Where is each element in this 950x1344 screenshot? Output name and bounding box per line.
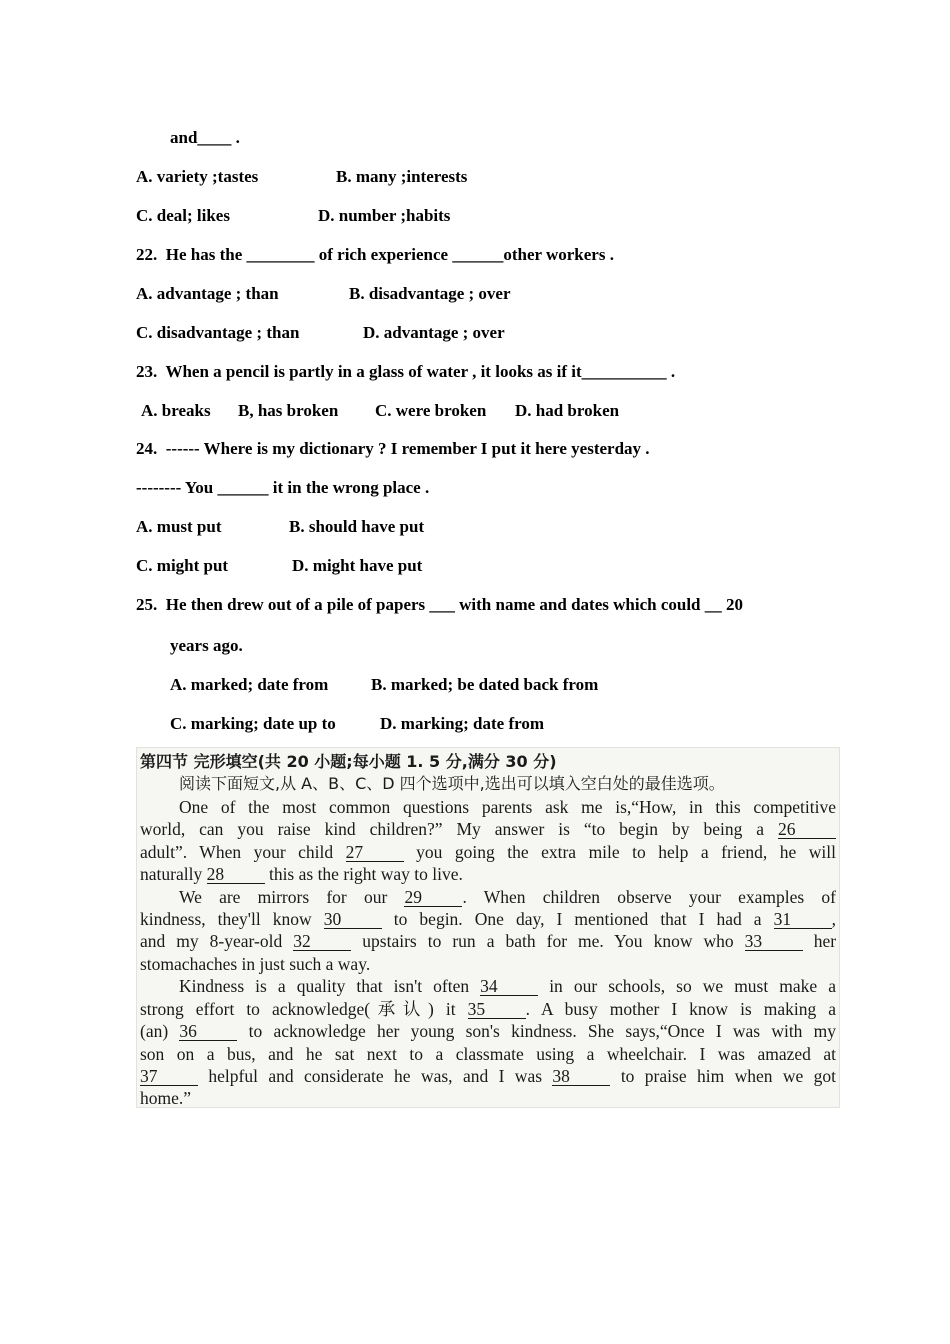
q25-option-a: A. marked; date from	[170, 675, 329, 694]
q24-reply: -------- You ______ it in the wrong place .	[136, 478, 430, 497]
cloze-heading: 第四节 完形填空(共 20 小题;每小题 1. 5 分,满分 30 分)	[140, 752, 557, 771]
cloze-instruction: 阅读下面短文,从 A、B、C、D 四个选项中,选出可以填入空白处的最佳选项。	[179, 774, 725, 793]
q23-option-d: D. had broken	[515, 401, 620, 420]
passage-line: kindness, they'll know 30 to begin. One day, I mentioned that I had a 31 ,	[140, 909, 837, 929]
q21-option-b: B. many ;interests	[336, 167, 468, 186]
q21-stem-tail: and____ .	[170, 128, 240, 147]
passage-line: (an) 36 to acknowledge her young son's kindness. She says,“Once I was with my	[140, 1021, 837, 1041]
q25-stem-continued: years ago.	[170, 636, 243, 655]
blank-29: 29	[404, 888, 462, 907]
q21-option-d: D. number ;habits	[318, 206, 451, 225]
q25-stem: 25. He then drew out of a pile of papers ___ with name and dates which could __ 20	[136, 595, 743, 614]
q24-option-c: C. might put	[136, 556, 229, 575]
passage-line: naturally 28 this as the right way to live.	[140, 864, 463, 884]
cloze-passage-scan	[136, 747, 840, 1108]
q21-option-a: A. variety ;tastes	[136, 167, 259, 186]
blank-33: 33	[745, 932, 803, 951]
passage-line: and my 8-year-old 32 upstairs to run a bath for me. You know who 33 her	[140, 931, 837, 951]
q22-option-d: D. advantage ; over	[363, 323, 505, 342]
q21-option-c: C. deal; likes	[136, 206, 230, 225]
passage-line: One of the most common questions parents ask me is,“How, in this competitive	[179, 797, 836, 817]
q24-option-a: A. must put	[136, 517, 222, 536]
passage-line: son on a bus, and he sat next to a classmate using a wheelchair. I was amazed at	[140, 1044, 836, 1064]
blank-36: 36	[179, 1022, 237, 1041]
q25-option-c: C. marking; date up to	[170, 714, 336, 733]
q23-option-c: C. were broken	[375, 401, 487, 420]
passage-line: adult”. When your child 27 you going the extra mile to help a friend, he will	[140, 842, 837, 862]
q24-stem: 24. ------ Where is my dictionary ? I remember I put it here yesterday .	[136, 439, 650, 458]
passage-line: stomachaches in just such a way.	[140, 954, 371, 974]
q22-stem: 22. He has the ________ of rich experience ______other workers .	[136, 245, 614, 264]
blank-32: 32	[293, 932, 351, 951]
q25-option-d: D. marking; date from	[380, 714, 544, 733]
passage-line: strong effort to acknowledge(承认) it 35 . A busy mother I know is making a	[140, 999, 837, 1019]
passage-line: Kindness is a quality that isn't often 34 in our schools, so we must make a	[179, 976, 836, 996]
blank-27: 27	[346, 843, 404, 862]
blank-26: 26	[778, 820, 836, 839]
q22-option-b: B. disadvantage ; over	[349, 284, 511, 303]
q22-option-a: A. advantage ; than	[136, 284, 279, 303]
passage-line: world, can you raise kind children?” My answer is “to begin by being a 26	[140, 818, 836, 840]
q23-option-a: A. breaks	[141, 401, 211, 420]
blank-38: 38	[552, 1067, 610, 1086]
blank-30: 30	[324, 910, 382, 929]
passage-line: We are mirrors for our 29 . When children observe your examples of	[179, 887, 836, 907]
q22-option-c: C. disadvantage ; than	[136, 323, 300, 342]
blank-35: 35	[468, 1000, 526, 1019]
q23-stem: 23. When a pencil is partly in a glass of water , it looks as if it__________ .	[136, 362, 676, 381]
blank-37: 37	[140, 1067, 198, 1086]
q24-option-b: B. should have put	[289, 517, 425, 536]
blank-34: 34	[480, 977, 538, 996]
passage-line: home.”	[140, 1088, 192, 1108]
q23-option-b: B, has broken	[238, 401, 339, 420]
q25-option-b: B. marked; be dated back from	[371, 675, 599, 694]
blank-28: 28	[207, 865, 265, 884]
blank-31: 31	[774, 910, 832, 929]
passage-line: 37 helpful and considerate he was, and I was 38 to praise him when we got	[140, 1066, 837, 1086]
q24-option-d: D. might have put	[292, 556, 423, 575]
